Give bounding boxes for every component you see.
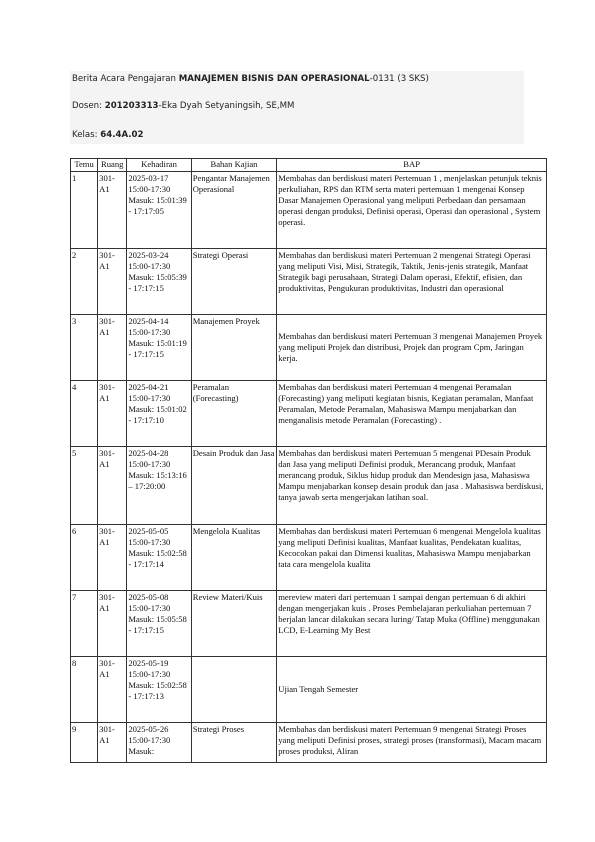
- cell-kehadiran: 2025-03-24 15:00-17:30 Masuk: 15:05:39 - 17:17:15: [127, 249, 191, 315]
- cell-temu: 9: [71, 723, 98, 763]
- cell-kehadiran: 2025-05-26 15:00-17:30 Masuk:: [127, 723, 191, 763]
- course-name: MANAJEMEN BISNIS DAN OPERASIONAL: [178, 74, 370, 84]
- cell-bahan: Desain Produk dan Jasa: [191, 447, 277, 525]
- cell-bap: Membahas dan berdiskusi materi Pertemuan 4 mengenai Peramalan (Forecasting) yang meliputi kegiatan bisnis, Kegiatan peramalan, Manfaat Peramalan, Metode Peramalan, Mahasiswa Mampu menjabarkan dan menganalisis metode Peramalan (Forecasting) .: [277, 381, 547, 447]
- class-line: [72, 130, 144, 140]
- cell-bahan: Strategi Proses: [191, 723, 277, 763]
- cell-bahan: Peramalan (Forecasting): [191, 381, 277, 447]
- cell-kehadiran: 2025-04-21 15:00-17:30 Masuk: 15:01:02 - 17:17:10: [127, 381, 191, 447]
- document-header: [70, 71, 524, 144]
- table-row: [71, 172, 547, 249]
- table-row: [71, 591, 547, 657]
- cell-temu: 7: [71, 591, 98, 657]
- course-code: -0131 (3 SKS): [369, 74, 429, 84]
- cell-temu: 4: [71, 381, 98, 447]
- table-row: [71, 447, 547, 525]
- class-label: Kelas:: [72, 130, 101, 140]
- cell-bahan: Strategi Operasi: [191, 249, 277, 315]
- cell-ruang: 301-A1: [98, 657, 127, 723]
- cell-ruang: 301-A1: [98, 249, 127, 315]
- cell-temu: 8: [71, 657, 98, 723]
- title-prefix: Berita Acara Pengajaran: [72, 74, 179, 84]
- cell-bahan: Manajemen Proyek: [191, 315, 277, 381]
- cell-ruang: 301-A1: [98, 315, 127, 381]
- cell-bap: Ujian Tengah Semester: [277, 657, 547, 723]
- cell-bahan: Mengelola Kualitas: [191, 525, 277, 591]
- lecturer-id: 201203313: [104, 101, 159, 111]
- header-bahan-kajian: Bahan Kajian: [191, 159, 277, 172]
- cell-temu: 1: [71, 172, 98, 249]
- cell-temu: 6: [71, 525, 98, 591]
- cell-bap: Membahas dan berdiskusi materi Pertemuan 3 mengenai Manajemen Proyek yang meliputi Projek dan distribusi, Projek dan program Cpm, Jaringan kerja.: [277, 315, 547, 381]
- bap-table: [70, 158, 547, 763]
- cell-ruang: 301-A1: [98, 525, 127, 591]
- table-row: [71, 315, 547, 381]
- cell-temu: 3: [71, 315, 98, 381]
- cell-kehadiran: 2025-04-28 15:00-17:30 Masuk: 15:13:16 – 17:20:00: [127, 447, 191, 525]
- cell-temu: 5: [71, 447, 98, 525]
- cell-kehadiran: 2025-05-05 15:00-17:30 Masuk: 15:02:58 - 17:17:14: [127, 525, 191, 591]
- cell-bap: Membahas dan berdiskusi materi Pertemuan 6 mengenai Mengelola kualitas yang meliputi Definisi kualitas, Manfaat kualitas, Pendekatan kualitas, Kecocokan pakai dan Dimensi kualitas, Mahasiswa Mampu menjabarkan tata cara mengelola kualita: [277, 525, 547, 591]
- lecturer-line: [72, 101, 294, 111]
- lecturer-name: -Eka Dyah Setyaningsih, SE,MM: [158, 101, 295, 111]
- cell-ruang: 301-A1: [98, 723, 127, 763]
- table-row: [71, 723, 547, 763]
- header-temu: Temu: [71, 159, 98, 172]
- header-ruang: Ruang: [98, 159, 127, 172]
- cell-bap: Membahas dan berdiskusi materi Pertemuan 1 , menjelaskan petunjuk teknis perkuliahan, RPS dan RTM serta materi pertemuan 1 mengenai Konsep Dasar Manajemen Operasional yang meliputi Perbedaan dan persamaan operasi dengan produksi, Definisi operasi, Operasi dan operasional , System operasi.: [277, 172, 547, 249]
- class-value: 64.4A.02: [100, 130, 144, 140]
- cell-kehadiran: 2025-05-08 15:00-17:30 Masuk: 15:05:58 - 17:17:15: [127, 591, 191, 657]
- header-bap: BAP: [277, 159, 547, 172]
- table-row: [71, 381, 547, 447]
- table-row: [71, 525, 547, 591]
- table-row: [71, 249, 547, 315]
- cell-bahan: Review Materi/Kuis: [191, 591, 277, 657]
- cell-ruang: 301-A1: [98, 381, 127, 447]
- cell-ruang: 301-A1: [98, 447, 127, 525]
- cell-ruang: 301-A1: [98, 591, 127, 657]
- cell-bap: Membahas dan berdiskusi materi Pertemuan 9 mengenai Strategi Proses yang meliputi Definisi proses, strategi proses (transformasi), Macam macam proses produksi, Aliran: [277, 723, 547, 763]
- cell-temu: 2: [71, 249, 98, 315]
- cell-bap: Membahas dan berdiskusi materi Pertemuan 5 mengenai PDesain Produk dan Jasa yang meliputi Definisi produk, Merancang produk, Manfaat merancang produk, Siklus hidup produk dan Mendesign jasa, Mahasiswa Mampu menjabarkan konsep desain produk dan jasa . Mahasiswa berdiskusi, tanya jawab serta mengerjakan latihan soal.: [277, 447, 547, 525]
- cell-kehadiran: 2025-05-19 15:00-17:30 Masuk: 15:02:58 - 17:17:13: [127, 657, 191, 723]
- cell-bap: mereview materi dari pertemuan 1 sampai dengan pertemuan 6 di akhiri dengan mengerjakan kuis . Proses Pembelajaran perkuliahan pertemuan 7 berjalan lancar dilakukan secara luring/ Tatap Muka (Offline) menggunakan LCD, E-Learning My Best: [277, 591, 547, 657]
- table-header-row: [71, 159, 547, 172]
- cell-ruang: 301-A1: [98, 172, 127, 249]
- header-kehadiran: Kehadiran: [127, 159, 191, 172]
- cell-bap: Membahas dan berdiskusi materi Pertemuan 2 mengenai Strategi Operasi yang meliputi Visi, Misi, Strategik, Taktik, Jenis-jenis strategik, Manfaat Strategik bagi perusahaan, Strategi Dalam operasi, Efektif, efisien, dan produktivitas, Pengukuran produktivitas, Industri dan operasional: [277, 249, 547, 315]
- lecturer-label: Dosen:: [72, 101, 105, 111]
- cell-bahan: Pengantar Manajemen Operasional: [191, 172, 277, 249]
- cell-kehadiran: 2025-03-17 15:00-17:30 Masuk: 15:01:39 - 17:17:05: [127, 172, 191, 249]
- table-row: [71, 657, 547, 723]
- cell-kehadiran: 2025-04-14 15:00-17:30 Masuk: 15:01:19 - 17:17:15: [127, 315, 191, 381]
- cell-bahan: [191, 657, 277, 723]
- report-title: [72, 74, 429, 84]
